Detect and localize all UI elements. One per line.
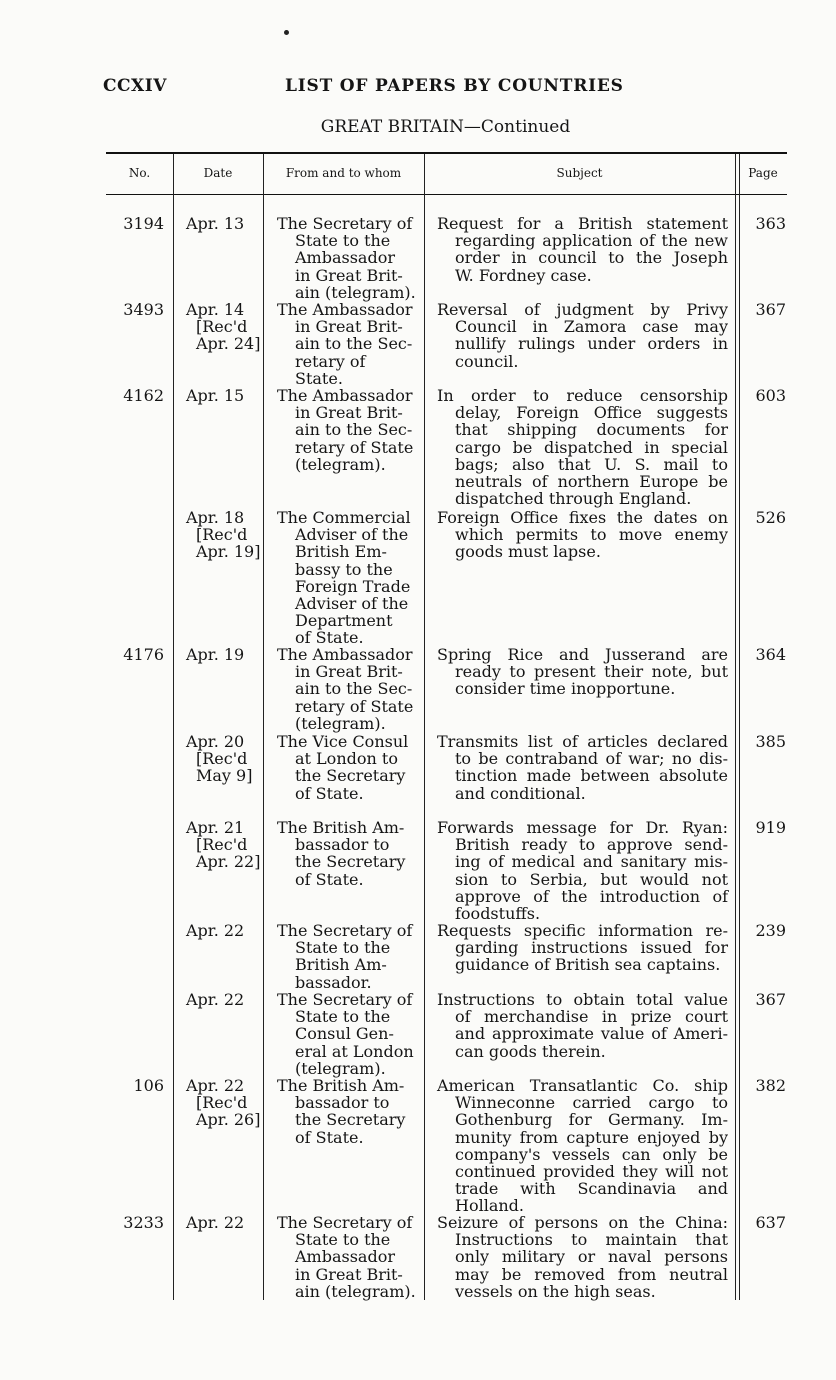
subj-line: regarding application of the new <box>455 231 728 251</box>
date-line: Apr. 13 <box>186 214 245 233</box>
entry-date <box>186 922 276 939</box>
from-line: (telegram). <box>295 454 386 474</box>
subtitle-suffix: —Continued <box>463 117 571 137</box>
subj-line: that shipping documents for <box>455 420 728 440</box>
from-line: bassador to <box>295 1093 390 1113</box>
entry-subject <box>437 1214 728 1300</box>
entry-from-to <box>277 922 422 991</box>
entry-subject <box>437 1077 728 1215</box>
entry-from-to <box>277 991 422 1077</box>
date-line: May 9] <box>196 766 253 786</box>
subj-line: American Transatlantic Co. ship <box>437 1076 728 1095</box>
from-line: ain to the Sec- <box>295 334 413 354</box>
from-line: in Great Brit- <box>295 403 403 423</box>
from-line: British Am- <box>295 955 387 975</box>
from-line: The British Am- <box>277 818 405 837</box>
subj-line: Spring Rice and Jusserand are <box>437 645 728 664</box>
subj-line: W. Fordney case. <box>455 265 592 285</box>
entry-page: 526 <box>755 508 786 527</box>
entry-number: 3493 <box>123 300 164 319</box>
from-line: The Ambassador <box>277 386 413 405</box>
subj-line: Winneconne carried cargo to <box>455 1093 728 1113</box>
date-line: [Rec'd <box>196 525 248 545</box>
entry-page: 637 <box>755 1213 786 1232</box>
entry-from-to <box>277 215 422 301</box>
entry-page: 363 <box>755 214 786 233</box>
subj-line: continued provided they will not <box>455 1162 728 1182</box>
entry-page: 385 <box>755 732 786 751</box>
entry-page: 603 <box>755 386 786 405</box>
entry-from-to <box>277 387 422 473</box>
subj-line: garding instructions issued for <box>455 938 728 958</box>
subj-line: guidance of British sea captains. <box>455 955 721 975</box>
subj-line: bags; also that U. S. mail to <box>455 454 728 474</box>
date-line: Apr. 22] <box>196 852 261 872</box>
entry-subject <box>437 301 728 370</box>
column-header-from: From and to whom <box>285 166 402 180</box>
column-divider <box>739 154 740 1300</box>
subj-line: approve of the introduction of <box>455 886 728 906</box>
from-line: ain to the Sec- <box>295 420 413 440</box>
page-title: LIST OF PAPERS BY COUNTRIES <box>285 76 624 96</box>
subj-line: consider time inopportune. <box>455 679 676 699</box>
subj-line: neutrals of northern Europe be <box>455 472 728 492</box>
from-line: State to the <box>295 938 391 958</box>
from-line: in Great Brit- <box>295 317 403 337</box>
subj-line: Instructions to maintain that <box>455 1230 728 1250</box>
from-line: (telegram). <box>295 713 386 733</box>
subj-line: goods must lapse. <box>455 542 601 562</box>
entry-subject <box>437 991 728 1060</box>
subj-line: delay, Foreign Office suggests <box>455 403 728 423</box>
entry-number: 3233 <box>123 1213 164 1232</box>
subj-line: Seizure of persons on the China: <box>437 1213 728 1232</box>
subj-line: cargo be dispatched in special <box>455 437 728 457</box>
entry-date <box>186 215 276 232</box>
subj-line: of merchandise in prize court <box>455 1007 728 1027</box>
date-line: [Rec'd <box>196 317 248 337</box>
date-line: Apr. 14 <box>186 300 245 319</box>
entry-date <box>186 819 276 871</box>
entry-page: 919 <box>755 818 786 837</box>
subj-line: Council in Zamora case may <box>455 317 728 337</box>
entry-date <box>186 301 276 353</box>
date-line: Apr. 19] <box>196 542 261 562</box>
column-divider <box>735 154 736 1300</box>
entry-page: 367 <box>755 990 786 1009</box>
entry-date <box>186 1214 276 1231</box>
entry-date <box>186 1077 276 1129</box>
entry-from-to <box>277 509 422 647</box>
from-line: State to the <box>295 1007 391 1027</box>
from-line: bassy to the <box>295 559 393 579</box>
subtitle-country: GREAT BRITAIN <box>320 117 464 137</box>
entry-page: 364 <box>755 645 786 664</box>
entry-date <box>186 991 276 1008</box>
from-line: The Ambassador <box>277 645 413 664</box>
subj-line: foodstuffs. <box>455 904 541 924</box>
subj-line: British ready to approve send- <box>455 835 728 855</box>
subj-line: Request for a British statement <box>437 214 728 233</box>
entry-number: 4162 <box>123 386 164 405</box>
subj-line: council. <box>455 351 519 371</box>
date-line: Apr. 15 <box>186 386 245 405</box>
subj-line: order in council to the Joseph <box>455 248 728 268</box>
subj-line: tinction made between absolute <box>455 766 728 786</box>
from-line: Adviser of the <box>295 594 409 614</box>
from-line: in Great Brit- <box>295 265 403 285</box>
subj-line: ready to present their note, but <box>455 662 728 682</box>
table-top-rule <box>106 152 787 154</box>
subj-line: to be contraband of war; no dis- <box>455 749 728 769</box>
column-divider <box>424 154 425 1300</box>
entry-subject <box>437 646 728 698</box>
subj-line: Forwards message for Dr. Ryan: <box>437 818 728 837</box>
subj-line: only military or naval persons <box>455 1247 728 1267</box>
entry-from-to <box>277 1214 422 1300</box>
date-line: [Rec'd <box>196 1093 248 1113</box>
subj-line: In order to reduce censorship <box>437 386 728 405</box>
entry-subject <box>437 733 728 802</box>
from-line: State to the <box>295 231 391 251</box>
date-line: Apr. 24] <box>196 334 261 354</box>
subj-line: and conditional. <box>455 783 586 803</box>
subj-line: may be removed from neutral <box>455 1264 728 1284</box>
subj-line: sion to Serbia, but would not <box>455 869 728 889</box>
date-line: Apr. 20 <box>186 732 245 751</box>
from-line: of State. <box>295 1127 364 1147</box>
from-line: Ambassador <box>295 1247 395 1267</box>
subj-line: Transmits list of articles declared <box>437 732 728 751</box>
page-mark <box>284 30 289 35</box>
from-line: the Secretary <box>295 852 406 872</box>
from-line: in Great Brit- <box>295 662 403 682</box>
entry-number: 4176 <box>123 645 164 664</box>
subj-line: nullify rulings under orders in <box>455 334 728 354</box>
from-line: retary of <box>295 351 366 371</box>
column-header-no: No. <box>128 166 151 180</box>
subj-line: Requests specific information re- <box>437 921 728 940</box>
entry-subject <box>437 387 728 507</box>
entry-date <box>186 387 276 404</box>
entry-page: 382 <box>755 1076 786 1095</box>
entry-date <box>186 509 276 561</box>
from-line: of State. <box>295 869 364 889</box>
from-line: ain to the Sec- <box>295 679 413 699</box>
subj-line: which permits to move enemy <box>455 525 728 545</box>
from-line: ain (telegram). <box>295 282 416 302</box>
entry-number: 3194 <box>123 214 164 233</box>
from-line: bassador. <box>295 972 372 992</box>
entry-number: 106 <box>133 1076 164 1095</box>
page-number: CCXIV <box>103 76 167 96</box>
subj-line: trade with Scandinavia and <box>455 1179 728 1199</box>
from-line: of State. <box>295 783 364 803</box>
from-line: The Secretary of <box>277 990 413 1009</box>
date-line: Apr. 19 <box>186 645 245 664</box>
entry-subject <box>437 215 728 284</box>
entry-subject <box>437 819 728 922</box>
from-line: The Secretary of <box>277 1213 413 1232</box>
entry-page: 239 <box>755 921 786 940</box>
from-line: the Secretary <box>295 1110 406 1130</box>
entry-from-to <box>277 301 422 387</box>
from-line: at London to <box>295 749 398 769</box>
column-header-date: Date <box>203 166 233 180</box>
from-line: Foreign Trade <box>295 576 411 596</box>
entry-from-to <box>277 1077 422 1146</box>
subj-line: can goods therein. <box>455 1041 606 1061</box>
from-line: British Em- <box>295 542 387 562</box>
from-line: State. <box>295 368 343 388</box>
from-line: Department <box>295 611 393 631</box>
from-line: retary of State <box>295 437 414 457</box>
section-subtitle <box>0 117 836 137</box>
column-header-page: Page <box>748 166 778 180</box>
from-line: retary of State <box>295 696 414 716</box>
date-line: [Rec'd <box>196 835 248 855</box>
entry-date <box>186 733 276 785</box>
from-line: eral at London <box>295 1041 414 1061</box>
from-line: Consul Gen- <box>295 1024 394 1044</box>
date-line: Apr. 21 <box>186 818 245 837</box>
entry-from-to <box>277 819 422 888</box>
subj-line: Instructions to obtain total value <box>437 990 728 1009</box>
date-line: [Rec'd <box>196 749 248 769</box>
subj-line: company's vessels can only be <box>455 1144 728 1164</box>
from-line: Ambassador <box>295 248 395 268</box>
column-header-subject: Subject <box>556 166 603 180</box>
table-header-rule <box>106 194 787 195</box>
from-line: the Secretary <box>295 766 406 786</box>
from-line: Adviser of the <box>295 525 409 545</box>
subj-line: Gothenburg for Germany. Im- <box>455 1110 728 1130</box>
from-line: of State. <box>295 628 364 648</box>
column-divider <box>173 154 174 1300</box>
from-line: The Secretary of <box>277 214 413 233</box>
from-line: The British Am- <box>277 1076 405 1095</box>
from-line: The Ambassador <box>277 300 413 319</box>
date-line: Apr. 22 <box>186 1076 245 1095</box>
date-line: Apr. 22 <box>186 1213 245 1232</box>
date-line: Apr. 26] <box>196 1110 261 1130</box>
date-line: Apr. 18 <box>186 508 245 527</box>
from-line: ain (telegram). <box>295 1281 416 1301</box>
subj-line: and approximate value of Ameri- <box>455 1024 728 1044</box>
subj-line: ing of medical and sanitary mis- <box>455 852 728 872</box>
entry-from-to <box>277 646 422 732</box>
from-line: (telegram). <box>295 1058 386 1078</box>
date-line: Apr. 22 <box>186 990 245 1009</box>
subj-line: vessels on the high seas. <box>455 1281 656 1301</box>
from-line: State to the <box>295 1230 391 1250</box>
subj-line: dispatched through England. <box>455 489 692 509</box>
from-line: in Great Brit- <box>295 1264 403 1284</box>
from-line: The Commercial <box>277 508 411 527</box>
papers-table <box>106 152 787 1300</box>
from-line: The Secretary of <box>277 921 413 940</box>
subj-line: Reversal of judgment by Privy <box>437 300 728 319</box>
subj-line: Holland. <box>455 1196 524 1216</box>
subj-line: munity from capture enjoyed by <box>455 1127 728 1147</box>
date-line: Apr. 22 <box>186 921 245 940</box>
entry-from-to <box>277 733 422 802</box>
entry-page: 367 <box>755 300 786 319</box>
from-line: bassador to <box>295 835 390 855</box>
entry-date <box>186 646 276 663</box>
subj-line: Foreign Office fixes the dates on <box>437 508 728 527</box>
from-line: The Vice Consul <box>277 732 409 751</box>
entry-subject <box>437 509 728 561</box>
entry-subject <box>437 922 728 974</box>
